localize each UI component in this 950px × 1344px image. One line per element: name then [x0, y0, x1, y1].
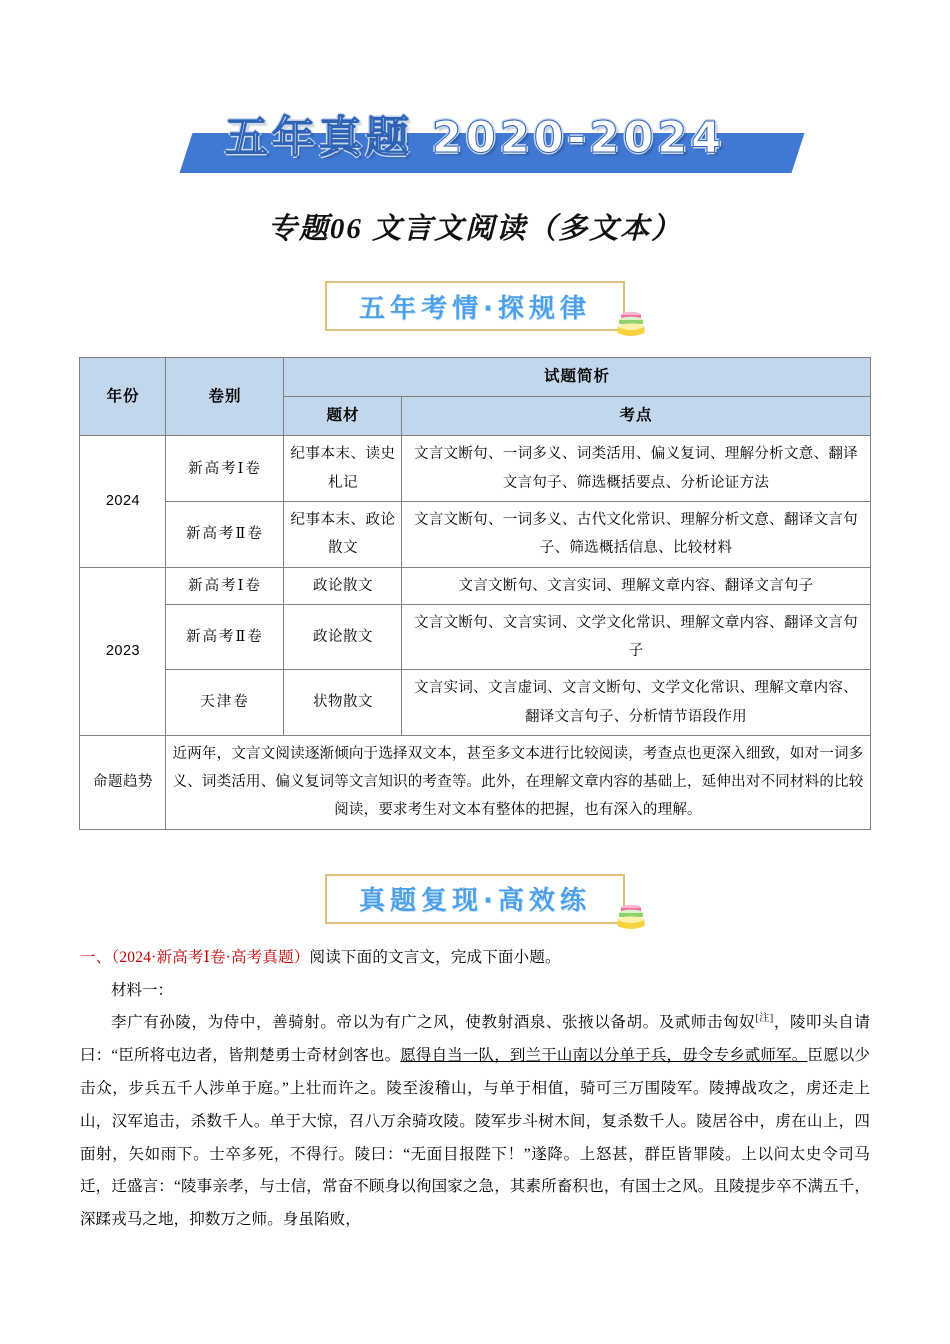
question-index: 一、: [80, 948, 112, 966]
books-icon: [611, 307, 651, 341]
exam-summary-table: [79, 357, 870, 830]
th-analysis: 试题简析: [284, 358, 870, 397]
question-prompt: 阅读下面的文言文，完成下面小题。: [309, 948, 561, 966]
section-two-header-wrap: [0, 874, 950, 924]
th-year: 年份: [80, 358, 166, 436]
title-banner: [0, 0, 950, 188]
cell-genre: 纪事本末、政论散文: [284, 501, 402, 567]
banner-title: 五年真题 2020-2024: [224, 113, 726, 163]
table-row: [80, 501, 870, 567]
table-row: [80, 436, 870, 502]
section-one-header-wrap: [0, 281, 950, 331]
passage-segment-3: 臣愿以少击众，步兵五千人涉单于庭。”上壮而许之。陵至浚稽山，与单于相值，骑可三万围陵军。陵搏战攻之，虏还走上山，汉军追击，杀数千人。单于大惊，召八万余骑攻陵。陵军步斗树木间，复杀数千人。陵居谷中，虏在山上，四面射，矢如雨下。士卒多死，不得行。陵曰：“无面目报陛下！”遂降。上怒甚，群臣皆罪陵。上以问太史令司马迁，迁盛言：“陵事亲孝，与士信，常奋不顾身以徇国家之急，其素所畜积也，有国士之风。且陵提步卒不满五千，深蹂戎马之地，抑数万之师。身虽陷败，: [80, 1047, 871, 1229]
material-label: 材料一：: [111, 982, 174, 1000]
passage-segment-1: 李广有孙陵，为侍中，善骑射。帝以为有广之风，使教射酒泉、张掖以备胡。及贰师击匈奴: [111, 1014, 756, 1032]
cell-genre: 状物散文: [284, 670, 402, 736]
cell-genre: 政论散文: [284, 604, 402, 670]
passage-underlined-segment: 愿得自当一队，到兰干山南以分单于兵，毋令专乡贰师军。: [400, 1047, 808, 1065]
th-points: 考点: [402, 397, 870, 436]
passage-text: [80, 1007, 870, 1237]
cell-points: 文言实词、文言虚词、文言文断句、文学文化常识、理解文章内容、翻译文言句子、分析情节语段作用: [402, 670, 870, 736]
passage-segment-2: ，陵叩头自请曰：“臣所将屯边者，皆荆楚勇士奇材剑客也。: [80, 1014, 870, 1065]
cell-points: 文言文断句、一词多义、古代文化常识、理解分析文意、翻译文言句子、筛选概括信息、比较材料: [402, 501, 870, 567]
cell-year: 2024: [80, 436, 166, 567]
cell-paper: 新高考Ⅱ卷: [166, 604, 284, 670]
cell-paper: 新高考Ⅰ卷: [166, 567, 284, 604]
cell-year: 2023: [80, 567, 166, 735]
table-row-trend: [80, 735, 870, 829]
table-header-row-1: [80, 358, 870, 397]
books-icon: [611, 900, 651, 934]
cell-points: 文言文断句、文言实词、文学文化常识、理解文章内容、翻译文言句子: [402, 604, 870, 670]
th-genre: 题材: [284, 397, 402, 436]
cell-genre: 纪事本末、读史札记: [284, 436, 402, 502]
cell-trend-text: 近两年，文言文阅读逐渐倾向于选择双文本，甚至多文本进行比较阅读，考查点也更深入细致，如对一词多义、词类活用、偏义复词等文言知识的考查等。此外，在理解文章内容的基础上，延伸出对不同材料的比较阅读，要求考生对文本有整体的把握，也有深入的理解。: [166, 735, 870, 829]
cell-genre: 政论散文: [284, 567, 402, 604]
th-paper: 卷别: [166, 358, 284, 436]
question-source: （2024·新高考Ⅰ卷·高考真题）: [111, 948, 310, 966]
section-header-practice: [325, 874, 625, 924]
section-header-label: 五年考情·探规律: [359, 293, 591, 324]
section-header-label: 真题复现·高效练: [359, 886, 591, 917]
cell-paper: 新高考Ⅱ卷: [166, 501, 284, 567]
cell-points: 文言文断句、文言实词、理解文章内容、翻译文言句子: [402, 567, 870, 604]
table-row: [80, 604, 870, 670]
section-header-exam-trends: [325, 281, 625, 331]
cell-points: 文言文断句、一词多义、词类活用、偏义复词、理解分析文意、翻译文言句子、筛选概括要点、分析论证方法: [402, 436, 870, 502]
question-block: [80, 942, 870, 1238]
footnote-marker: [注]: [755, 1013, 774, 1024]
question-heading: [80, 942, 870, 974]
cell-paper: 新高考Ⅰ卷: [166, 436, 284, 502]
page-title: 专题06 文言文阅读（多文本）: [267, 213, 683, 245]
cell-paper: 天津卷: [166, 670, 284, 736]
table-row: [80, 670, 870, 736]
table-row: [80, 567, 870, 604]
cell-trend-label: 命题趋势: [80, 735, 166, 829]
